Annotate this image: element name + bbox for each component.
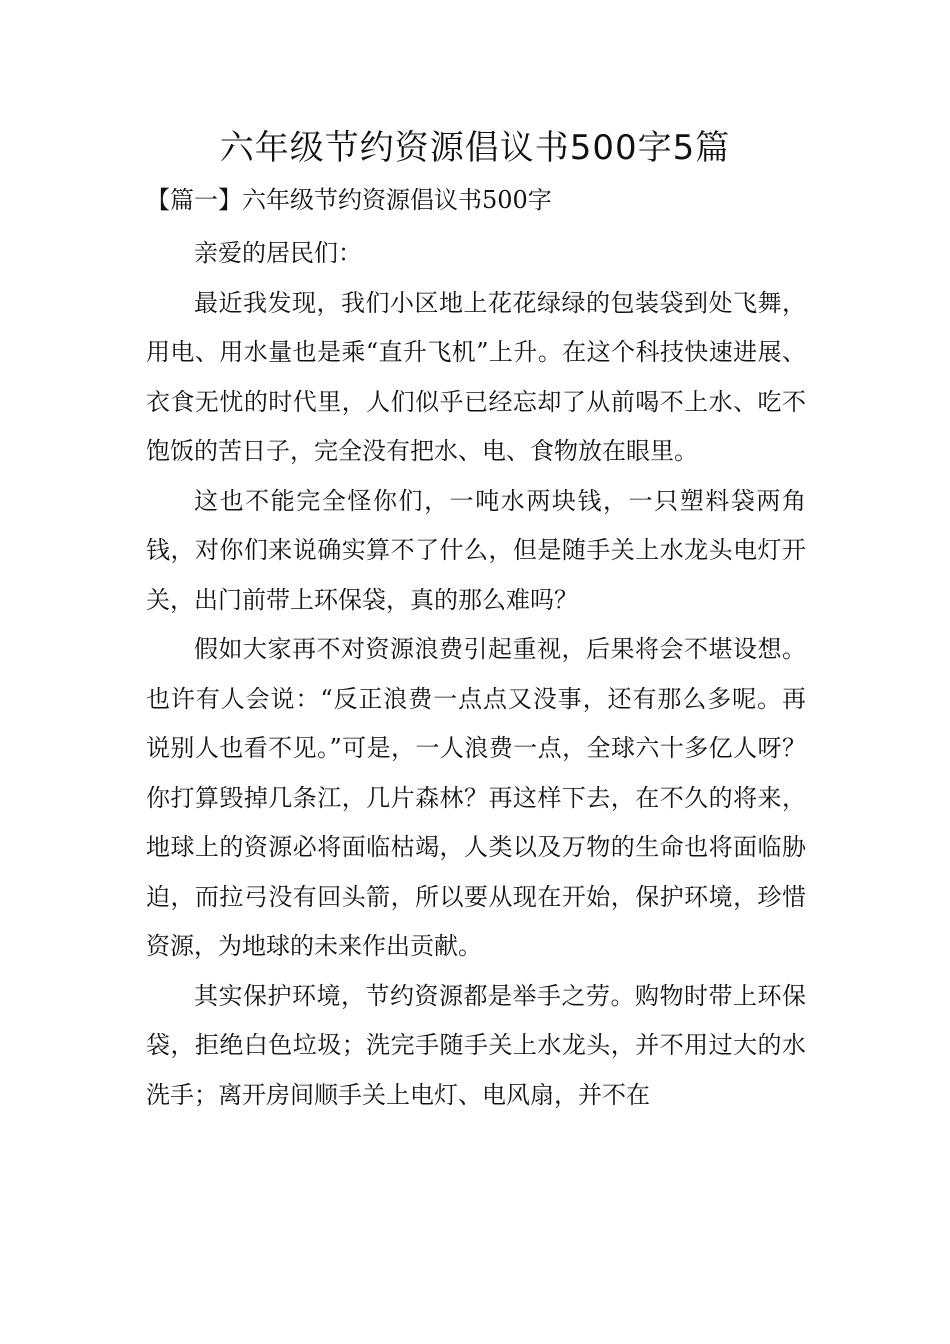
- document-body: [146, 229, 806, 1120]
- document-title: 六年级节约资源倡议书500字5篇: [219, 128, 731, 168]
- body-paragraph: 其实保护环境，节约资源都是举手之劳。购物时带上环保袋，拒绝白色垃圾；洗完手随手关上水龙头，并不用过大的水洗手；离开房间顺手关上电灯、电风扇，并不在: [146, 981, 806, 1109]
- body-paragraph: 这也不能完全怪你们，一吨水两块钱，一只塑料袋两角钱，对你们来说确实算不了什么，但是随手关上水龙头电灯开关，出门前带上环保袋，真的那么难吗？: [146, 486, 806, 614]
- section-heading: 【篇一】六年级节约资源倡议书500字: [146, 186, 552, 214]
- body-paragraph: 假如大家再不对资源浪费引起重视，后果将会不堪设想。也许有人会说：“反正浪费一点点又没事，还有那么多呢。再说别人也看不见。”可是，一人浪费一点，全球六十多亿人呀？你打算毁掉几条江，几片森林？再这样下去，在不久的将来，地球上的资源必将面临枯竭，人类以及万物的生命也将面临胁迫，而拉弓没有回头箭，所以要从现在开始，保护环境，珍惜资源，为地球的未来作出贡献。: [146, 635, 806, 960]
- salutation-paragraph: 亲爱的居民们：: [194, 239, 362, 267]
- body-paragraph: 最近我发现，我们小区地上花花绿绿的包装袋到处飞舞，用电、用水量也是乘“直升飞机”上升。在这个科技快速进展、衣食无忧的时代里，人们似乎已经忘却了从前喝不上水、吃不饱饭的苦日子，完全没有把水、电、食物放在眼里。: [146, 288, 806, 465]
